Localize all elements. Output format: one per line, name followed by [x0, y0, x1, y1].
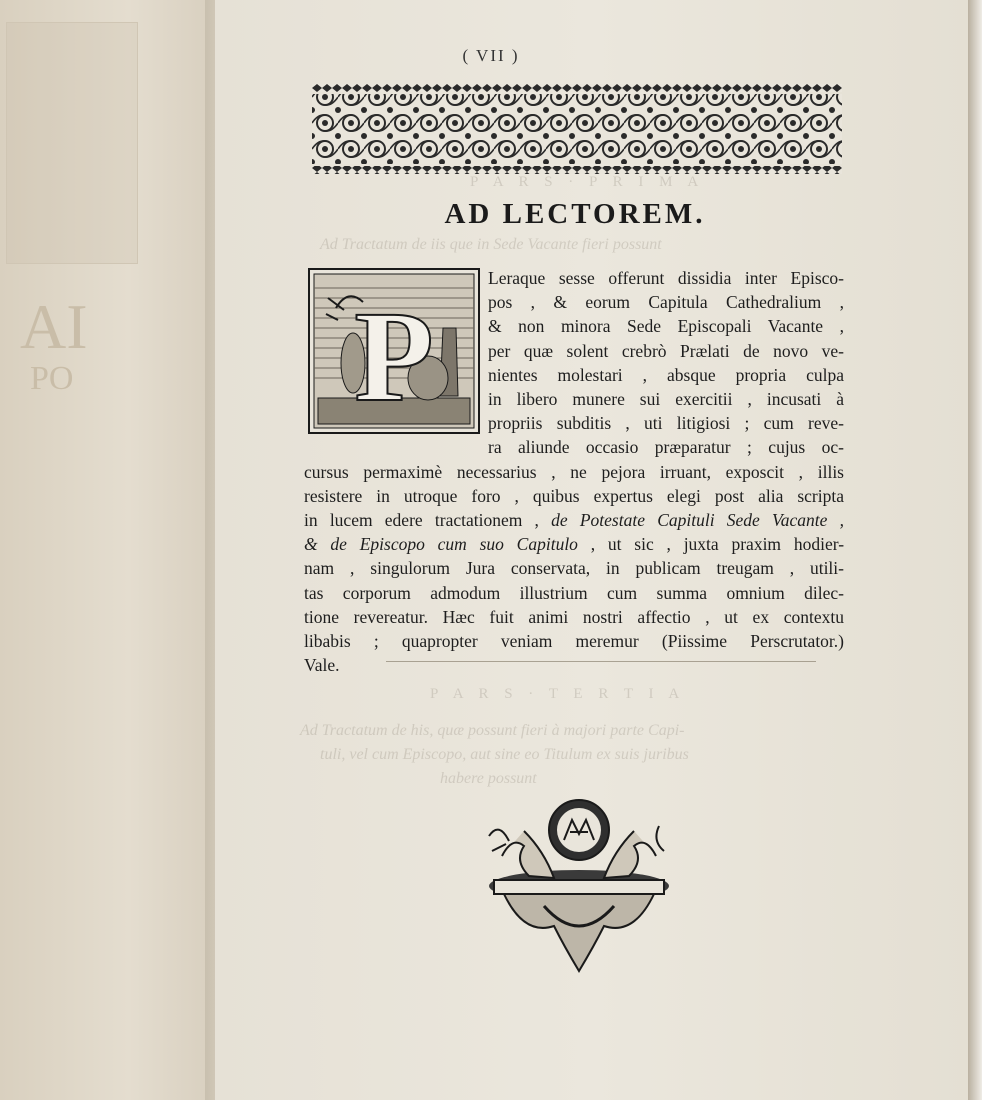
text-line: resistere in utroque foro , quibus expertus elegi post alia scripta — [304, 485, 844, 506]
show-through-text: Ad Tractatum de his, quæ possunt fieri à majori parte Capi- — [300, 722, 685, 739]
text-line: tas corporum admodum illustrium cum summa omnium dilec- — [304, 582, 844, 603]
left-page — [0, 0, 215, 1100]
left-page-faded-title: AI — [20, 291, 88, 362]
text-line: in libero munere sui exercitii , incusati à — [488, 389, 844, 410]
text-line-with-italic-title — [304, 508, 844, 532]
text-line: pos , & eorum Capitula Cathedralium , — [488, 292, 844, 313]
text-line: nam , singulorum Jura conservata, in publicam treugam , utili- — [304, 558, 844, 579]
text-line: propriis subditis , uti litigiosi ; cum reve- — [488, 413, 844, 434]
italic-book-title: & de Episcopo cum suo Capitulo — [304, 534, 578, 555]
text-line-with-italic-title — [304, 532, 844, 556]
text-line: nientes molestari , absque propria culpa — [488, 364, 844, 385]
ornamental-headpiece — [312, 84, 842, 174]
text-line: libabis ; quapropter veniam meremur (Piissime Perscrutator.) — [304, 631, 844, 652]
preface-text — [304, 266, 844, 677]
left-page-faded-subtitle: PO — [30, 360, 74, 397]
show-through-text: P A R S · T E R T I A — [430, 686, 686, 702]
text-segment: , ut sic , juxta praxim hodier- — [590, 534, 845, 555]
text-line: per quæ solent crebrò Prælati de novo ve- — [488, 340, 844, 361]
show-through-text: P A R S · P R I M A — [470, 174, 705, 190]
text-line: & non minora Sede Episcopali Vacante , — [488, 316, 844, 337]
italic-book-title: de Potestate Capituli Sede Vacante , — [551, 510, 844, 531]
show-through-text: habere possunt — [440, 770, 537, 787]
text-line: Vale. — [304, 655, 340, 676]
text-line: Leraque sesse offerunt dissidia inter Episco- — [488, 268, 844, 288]
text-line: tione revereatur. Hæc fuit animi nostri affectio , ut ex contextu — [304, 606, 844, 627]
page-number: ( VII ) — [462, 46, 520, 65]
page-title: AD LECTOREM. — [444, 198, 706, 230]
drop-cap-letter: P — [354, 285, 434, 429]
page-edge — [968, 0, 982, 1100]
text-line: ra aliunde occasio præparatur ; cujus oc- — [488, 437, 844, 458]
show-through-text: tuli, vel cum Episcopo, aut sine eo Titulum ex suis juribus — [320, 746, 689, 763]
text-line: cursus permaximè necessarius , ne pejora irruant, exposcit , illis — [304, 461, 844, 482]
sphinx-monogram-vignette — [484, 796, 674, 978]
text-segment: in lucem edere tractationem , — [304, 510, 539, 531]
show-through-text: Ad Tractatum de iis que in Sede Vacante fieri possunt — [320, 236, 662, 253]
divider-rule — [386, 661, 816, 662]
